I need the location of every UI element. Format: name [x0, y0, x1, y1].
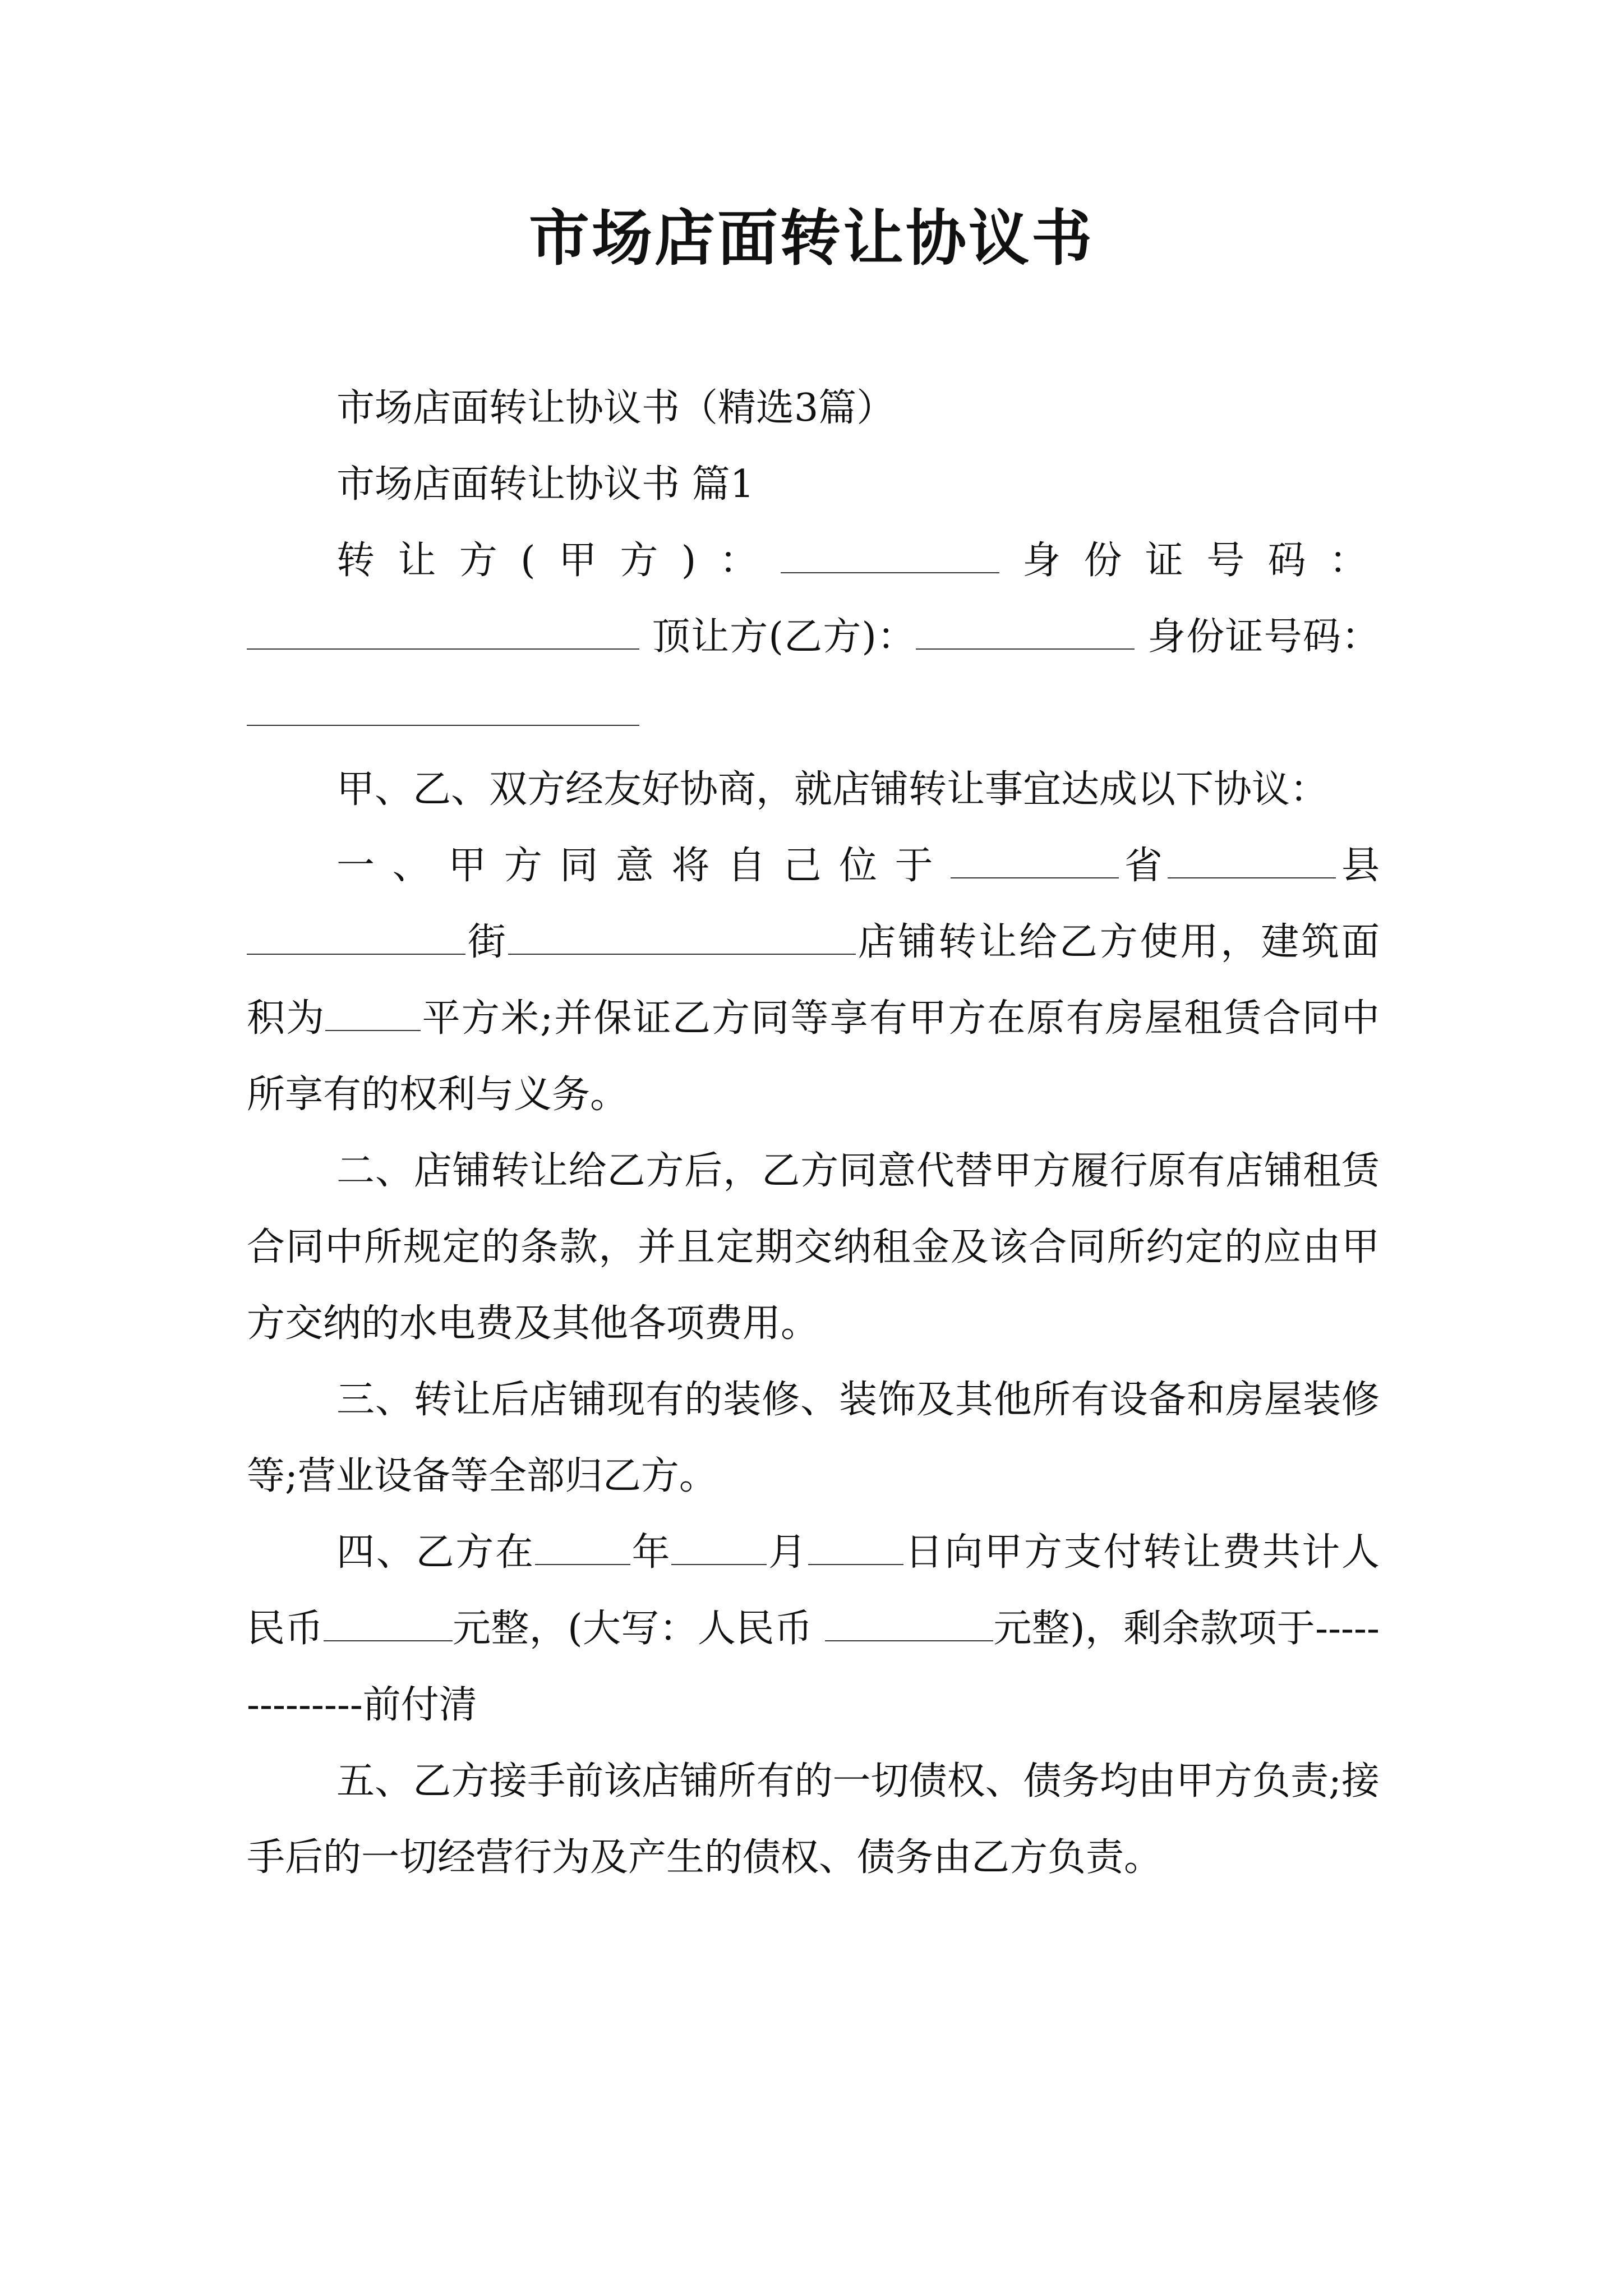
document-title: 市场店面转让协议书	[528, 203, 1094, 274]
id-label-2b: 码：	[1302, 615, 1380, 659]
clause-1	[247, 828, 1380, 1133]
street-blank	[508, 920, 856, 955]
clause-1-part-1: 一、甲方同意将自己位于	[336, 844, 951, 888]
subtitle: 市场店面转让协议书（精选3篇）	[336, 386, 895, 430]
transferee-label: 顶让方(乙方)：	[652, 615, 916, 659]
clause-1-part-6: 平方米;并保证乙方同等享有甲方在原有房屋租赁合同中所享有的权利与义务。	[247, 996, 1380, 1117]
amount-words-blank	[825, 1607, 993, 1641]
clause-1-part-4: 街	[465, 920, 508, 964]
clause-4-part-5: 元整，(大写：人民币	[452, 1607, 813, 1651]
transferee-blank	[916, 615, 1135, 650]
month-blank	[671, 1530, 767, 1565]
street-prefix-blank	[247, 920, 465, 955]
clause-4-part-4: 日向甲方支付转让费共计人民币	[247, 1530, 1380, 1651]
year-blank	[535, 1530, 630, 1565]
clause-3: 三、转让后店铺现有的装修、装饰及其他所有设备和房屋装修等;营业设备等全部归乙方。	[247, 1378, 1380, 1498]
clause-4-part-1: 四、乙方在	[336, 1530, 535, 1575]
day-blank	[808, 1530, 903, 1565]
clause-1-part-5: 店铺转让给乙方使用，建筑面积为	[247, 920, 1380, 1041]
intro-paragraph: 甲、乙、双方经友好协商，就店铺转让事宜达成以下协议：	[336, 767, 1329, 812]
amount-blank	[324, 1607, 453, 1641]
clause-1-part-2: 省	[1119, 844, 1168, 888]
document-body	[247, 370, 1380, 1896]
id-blank-1	[247, 615, 639, 650]
clause-4-part-2: 年	[630, 1530, 672, 1575]
section-heading: 市场店面转让协议书 篇1	[336, 462, 754, 507]
transferor-blank	[781, 539, 999, 573]
clause-5: 五、乙方接手前该店铺所有的一切债权、债务均由甲方负责;接手后的一切经营行为及产生的债权、债务由乙方负责。	[247, 1759, 1380, 1880]
id-label-1: 身份证号码：	[1022, 539, 1380, 583]
province-blank	[951, 844, 1119, 878]
transferor-label: 转让方(甲方)：	[336, 539, 781, 583]
clause-4-part-6: 元整)，剩余款项于--------------前付清	[247, 1607, 1380, 1727]
id-label-2a: 身份证号	[1147, 615, 1303, 659]
id-blank-2	[247, 691, 639, 726]
county-blank	[1168, 844, 1336, 878]
clause-4	[247, 1515, 1380, 1743]
clause-4-part-3: 月	[767, 1530, 808, 1575]
area-blank	[325, 996, 421, 1031]
parties-paragraph	[247, 523, 1380, 752]
clause-1-part-3: 县	[1336, 844, 1380, 888]
clause-2: 二、店铺转让给乙方后，乙方同意代替甲方履行原有店铺租赁合同中所规定的条款，并且定期交纳租金及该合同所约定的应由甲方交纳的水电费及其他各项费用。	[247, 1149, 1380, 1346]
